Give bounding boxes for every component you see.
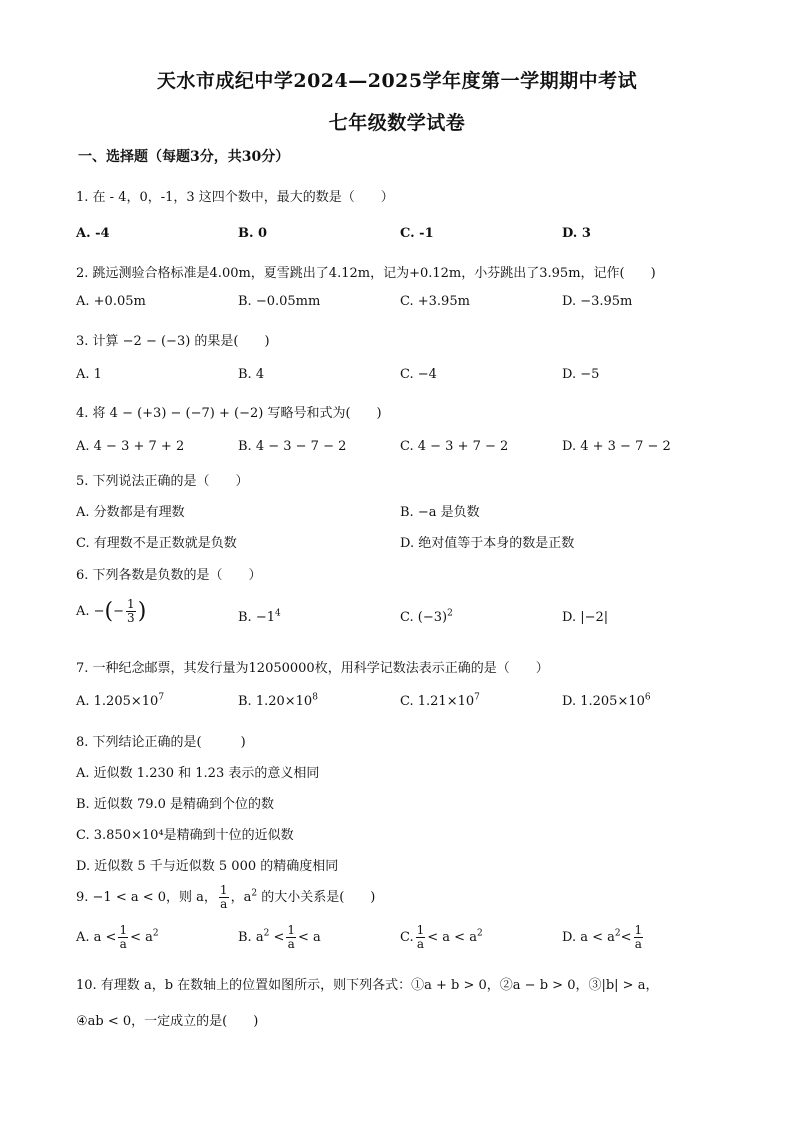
q8-option-a: A. 近似数 1.230 和 1.23 表示的意义相同: [76, 766, 320, 781]
q1-option-c: C. -1: [400, 226, 434, 241]
question-6-stem: 6. 下列各数是负数的是（ ）: [76, 568, 262, 583]
question-10-line-1: 10. 有理数 a，b 在数轴上的位置如图所示，则下列各式：①a + b > 0，②a − b > 0，③|b| > a，: [76, 978, 659, 993]
q6-a-prefix: A. −: [76, 604, 105, 619]
question-5-stem: 5. 下列说法正确的是（ ）: [76, 474, 249, 489]
q5-option-d: D. 绝对值等于本身的数是正数: [400, 536, 575, 551]
question-9-stem: 9. −1 < a < 0，则 a， $\frac{1}{a}$ ，$a^2$ 的大小关系是( ): [76, 883, 376, 911]
question-2-stem: 2. 跳远测验合格标准是4.00m，夏雪跳出了4.12m，记为+0.12m，小芬跳出了3.95m，记作( ): [76, 266, 656, 281]
question-7-stem: 7. 一种纪念邮票，其发行量为12050000枚，用科学记数法表示正确的是（ ）: [76, 661, 549, 676]
q5-option-b: B. −a 是负数: [400, 505, 480, 520]
q4-option-a: A. 4 − 3 + 7 + 2: [76, 439, 185, 454]
q4-option-b: B. 4 − 3 − 7 − 2: [238, 439, 347, 454]
q5-option-c: C. 有理数不是正数就是负数: [76, 536, 237, 551]
q1-option-b: B. 0: [238, 226, 268, 241]
q6-option-b: B. $-1^4$: [238, 608, 281, 625]
question-8-stem: 8. 下列结论正确的是( ): [76, 735, 246, 750]
question-10-line-2: ④ab < 0，一定成立的是( ): [76, 1014, 259, 1029]
q8-option-b: B. 近似数 79.0 是精确到个位的数: [76, 797, 275, 812]
q6-option-d: D. |−2|: [562, 610, 609, 625]
q1-option-d: D. 3: [562, 226, 591, 241]
q2-option-a: A. +0.05m: [76, 294, 146, 309]
q3-option-c: C. −4: [400, 367, 437, 382]
q9-option-b: B. $a^2$ < $\frac{1}{a}$ < a: [238, 923, 321, 951]
q7-option-b: B. $1.20\times 10^8$: [238, 692, 318, 709]
question-1-stem: 1. 在 - 4，0，-1，3 这四个数中，最大的数是（ ）: [76, 190, 394, 205]
q3-option-a: A. 1: [76, 367, 102, 382]
q3-option-b: B. 4: [238, 367, 265, 382]
q2-option-c: C. +3.95m: [400, 294, 470, 309]
q8-option-d: D. 近似数 5 千与近似数 5 000 的精确度相同: [76, 859, 339, 874]
q9-option-a: A. a < $\frac{1}{a}$ < $a^2$: [76, 923, 159, 951]
q4-option-c: C. 4 − 3 + 7 − 2: [400, 439, 509, 454]
q9-option-d: D. $a < a^2<$ $\frac{1}{a}$: [562, 923, 643, 951]
q1-option-a: A. -4: [76, 226, 110, 241]
section-heading: 一、选择题（每题3分，共30分）: [78, 149, 290, 165]
q2-option-d: D. −3.95m: [562, 294, 633, 309]
q9-fraction: $\frac{1}{a}$: [219, 883, 228, 911]
q6-a-fraction: $\frac{1}{3}$: [127, 597, 135, 625]
q7-option-d: D. $1.205\times 10^6$: [562, 692, 651, 709]
q6-option-a: A. −(− $\frac{1}{3}$ ): [76, 597, 147, 625]
exam-subtitle: 七年级数学试卷: [328, 112, 466, 134]
q8-option-c: C. 3.850×10⁴是精确到十位的近似数: [76, 828, 294, 843]
question-3-stem: 3. 计算 −2 − (−3) 的果是( ): [76, 334, 270, 349]
q4-option-d: D. 4 + 3 − 7 − 2: [562, 439, 671, 454]
q2-option-b: B. −0.05mm: [238, 294, 321, 309]
q9-option-c: C. $\frac{1}{a}$ < $a < a^2$: [400, 923, 483, 951]
exam-title: 天水市成纪中学2024—2025学年度第一学期期中考试: [156, 70, 638, 92]
q5-option-a: A. 分数都是有理数: [76, 505, 185, 520]
q7-option-a: A. $1.205\times 10^7$: [76, 692, 165, 709]
q6-option-c: C. $(-3)^2$: [400, 608, 453, 625]
question-4-stem: 4. 将 4 − (+3) − (−7) + (−2) 写略号和式为( ): [76, 406, 382, 421]
q7-option-c: C. $1.21\times 10^7$: [400, 692, 480, 709]
q3-option-d: D. −5: [562, 367, 600, 382]
